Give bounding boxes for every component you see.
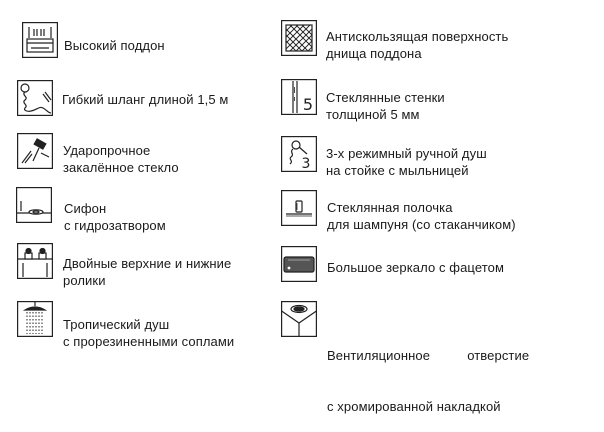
feature-label-anti-slip: Антискользящая поверхность днища поддона: [326, 29, 509, 61]
feature-label-hand-shower: 3-х режимный ручной душ на стойке с мыльницей: [326, 146, 487, 178]
glass-shelf-icon: [281, 190, 317, 226]
anti-slip-surface-icon: [281, 20, 317, 56]
svg-text:3: 3: [301, 156, 311, 172]
rollers-icon: [17, 243, 53, 279]
glass-walls-5mm-icon: [281, 79, 317, 115]
svg-text:5: 5: [302, 95, 314, 114]
feature-label-tempered-glass: Ударопрочное закалённое стекло: [63, 143, 179, 175]
high-tray-icon: [22, 22, 58, 58]
rain-shower-icon: [17, 301, 53, 337]
feature-label-ventilation: Вентиляционное отверстие с хромированной накладкой: [327, 348, 530, 414]
siphon-icon: [16, 187, 52, 223]
feature-label-glass-walls: Стеклянные стенки толщиной 5 мм: [326, 90, 445, 122]
flexible-hose-icon: [17, 80, 53, 116]
mirror-icon: [281, 246, 317, 282]
feature-label-high-tray: Высокий поддон: [64, 38, 165, 53]
feature-label-glass-shelf: Стеклянная полочка для шампуня (со стаканчиком): [327, 200, 516, 232]
feature-label-double-rollers: Двойные верхние и нижние ролики: [63, 256, 232, 288]
feature-label-flexible-hose: Гибкий шланг длиной 1,5 м: [62, 92, 229, 107]
feature-label-tropical-shower: Тропический душ с прорезиненными соплами: [63, 317, 235, 349]
hand-shower-3-modes-icon: [281, 136, 317, 172]
ventilation-icon: [281, 301, 317, 337]
feature-label-siphon: Сифон с гидрозатвором: [64, 201, 166, 233]
tempered-glass-icon: [17, 133, 53, 169]
feature-label-mirror: Большое зеркало с фацетом: [327, 260, 504, 275]
